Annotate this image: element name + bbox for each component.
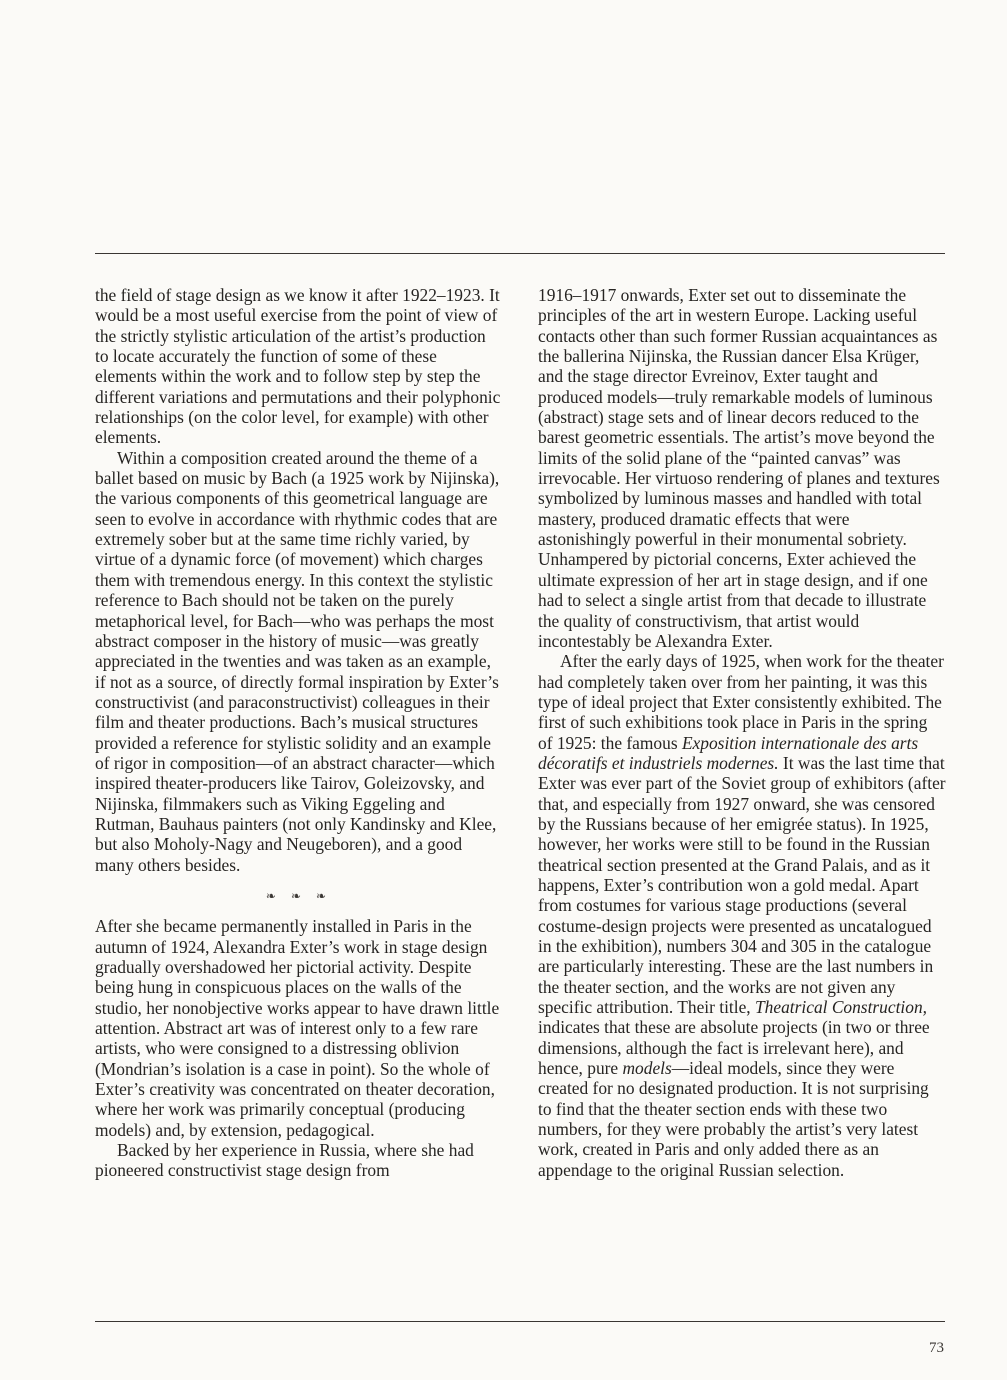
right-paragraph-2-part-a: After the early days of 1925, when work for the theater had completely taken over from her painting, it was this type of ideal project that Exter consistently exhibited. The first of such exhibitions took place in Paris in the spring of 1925: the famous bbox=[538, 651, 944, 753]
left-paragraph-4: Backed by her experience in Russia, where she had pioneered constructivist stage design from bbox=[95, 1140, 474, 1181]
right-paragraph-2 bbox=[538, 651, 946, 1180]
right-paragraph-2-part-b: It was the last time that Exter was ever part of the Soviet group of exhibitors (after that, and especially from 1927 onward, she was censored by the Russians because of her emigrée status). In 1925, however, her works were still to be found in the Russian theatrical section presented at the Grand Palais, and as it happens, Exter’s contribution won a gold medal. Apart from costumes for various stage productions (several costume-design projects were presented as uncatalogued in the exhibition), numbers 304 and 305 in the catalogue are particularly interesting. These are the last numbers in the theater section, and the works are not given any specific attribution. Their title, bbox=[538, 752, 946, 1018]
top-rule bbox=[95, 253, 945, 254]
page-number: 73 bbox=[929, 1340, 944, 1356]
theatrical-construction-title: Theatrical Construction, bbox=[755, 997, 927, 1018]
left-paragraph-3: After she became permanently installed in Paris in the autumn of 1924, Alexandra Exter’s work in stage design gradually overshadowed her pictorial activity. Despite being hung in conspicuous places on the walls of the studio, her nonobjective works appear to have drawn little attention. Abstract art was of interest only to a few rare artists, who were consigned to a distressing oblivion (Mondrian’s isolation is a case in point). So the whole of Exter’s creativity was concentrated on theater decoration, where her work was primarily conceptual (producing models) and, by extension, pedagogical. bbox=[95, 916, 500, 1140]
section-break-ornament: ❧ ❧ ❧ bbox=[265, 888, 333, 903]
left-paragraph-2: Within a composition created around the theme of a ballet based on music by Bach (a 1925 work by Nijinska), the various components of this geometrical language are seen to evolve in accordance with rhythmic codes that are extremely sober but at the same time richly varied, by virtue of a dynamic force (of movement) which charges them with tremendous energy. In this context the stylistic reference to Bach should not be taken on the purely metaphorical level, for Bach—who was perhaps the most abstract composer in the history of music—was greatly appreciated in the twenties and was taken as an example, if not as a source, of directly formal inspiration by Exter’s constructivist (and paraconstructivist) colleagues in their film and theater productions. Bach’s musical structures provided a reference for stylistic solidity and an example of rigor in composition—of an abstract character—which inspired theater-producers like Tairov, Goleizovsky, and Nijinska, filmmakers such as Viking Eggeling and Rutman, Bauhaus painters (not only Kandinsky and Klee, but also Moholy-Nagy and Neugeboren), and a good many others besides. bbox=[95, 447, 500, 875]
models-emphasis: models bbox=[622, 1058, 672, 1079]
left-column bbox=[95, 285, 503, 1181]
right-column bbox=[538, 285, 946, 1180]
bottom-rule bbox=[95, 1321, 945, 1322]
right-paragraph-2-part-d: —ideal models, since they were created for no designated production. It is not surprising to find that the theater section ends with these two numbers, for they were probably the artist’s very latest work, created in Paris and only added there as an appendage to the original Russian selection. bbox=[538, 1058, 929, 1180]
exposition-title: Exposition internationale des arts décoratifs et industriels modernes. bbox=[538, 732, 919, 773]
left-paragraph-1: the field of stage design as we know it after 1922–1923. It would be a most useful exercise from the point of view of the strictly stylistic articulation of the artist’s production to locate accurately the function of some of these elements within the work and to follow step by step the different variations and permutations and their polyphonic relationships (on the color level, for example) with other elements. bbox=[95, 285, 501, 448]
right-paragraph-1: 1916–1917 onwards, Exter set out to disseminate the principles of the art in western Europe. Lacking useful contacts other than such former Russian acquaintances as the ballerina Nijinska, the Russian dancer Elsa Krüger, and the stage director Evreinov, Exter taught and produced models—truly remarkable models of luminous (abstract) stage sets and of linear decors reduced to the barest geometric essentials. The artist’s move beyond the limits of the solid plane of the “painted canvas” was irrevocable. Her virtuoso rendering of planes and textures symbolized by luminous masses and handled with total mastery, produced dramatic effects that were astonishingly powerful in their monumental sobriety. Unhampered by pictorial concerns, Exter achieved the ultimate expression of her art in stage design, and if one had to select a single artist from that decade to illustrate the quality of constructivism, that artist would incontestably be Alexandra Exter. bbox=[538, 285, 940, 651]
right-paragraph-2-part-c: indicates that these are absolute projects (in two or three dimensions, although the fact is irrelevant here), and hence, pure bbox=[538, 1017, 930, 1079]
